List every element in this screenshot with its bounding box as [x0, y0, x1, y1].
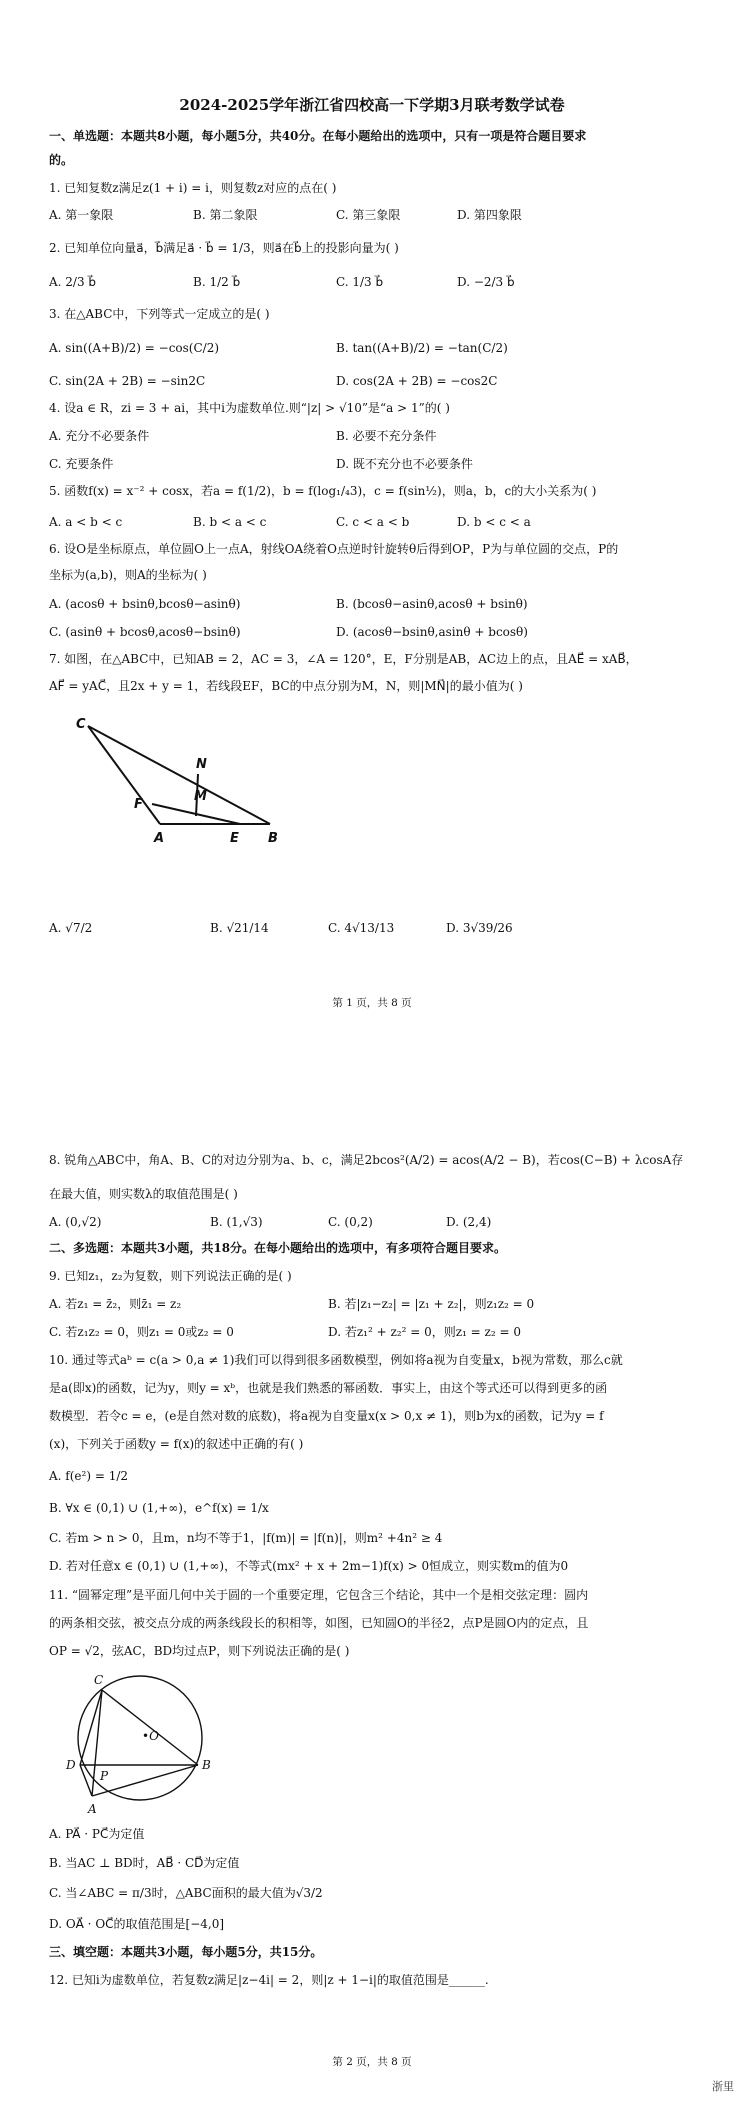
- q5-option-c: C. c < a < b: [336, 515, 410, 529]
- q5-option-a: A. a < b < c: [49, 515, 123, 529]
- q11-circle-figure: [60, 1668, 220, 1818]
- q11-label-a: A: [88, 1802, 97, 1816]
- q10-option-b: B. ∀x ∈ (0,1) ∪ (1,+∞)，e^f(x) = 1/x: [49, 1501, 269, 1515]
- page-footer-2: 第 2 页，共 8 页: [332, 2056, 412, 2068]
- q5-option-d: D. b < c < a: [457, 515, 531, 529]
- q10-line-4: (x)，下列关于函数y = f(x)的叙述中正确的有( ): [49, 1437, 304, 1451]
- q7-label-b: B: [268, 831, 278, 846]
- q2-option-a: A. 2/3 b⃗: [49, 275, 97, 289]
- q1-option-d: D. 第四象限: [457, 208, 522, 222]
- q7-label-e: E: [230, 831, 239, 846]
- q7-label-m: M: [194, 789, 207, 804]
- q3-stem: 3. 在△ABC中，下列等式一定成立的是( ): [49, 307, 270, 321]
- q11-line-1: 11. “圆幂定理”是平面几何中关于圆的一个重要定理，它包含三个结论，其中一个是相交弦定理：圆内: [49, 1588, 589, 1602]
- q10-option-c: C. 若m > n > 0，且m，n均不等于1，|f(m)| = |f(n)|，则m² +4n² ≥ 4: [49, 1531, 443, 1545]
- q11-option-a: A. PA⃗ · PC⃗为定值: [49, 1827, 145, 1841]
- q6-option-a: A. (acosθ + bsinθ,bcosθ−asinθ): [49, 597, 241, 611]
- q6-stem: 6. 设O是坐标原点，单位圆O上一点A，射线OA绕着O点逆时针旋转θ后得到OP，P为与单位圆的交点，P的: [49, 542, 619, 556]
- q3-option-a: A. sin((A+B)/2) = −cos(C/2): [49, 341, 220, 355]
- page-footer-1: 第 1 页，共 8 页: [332, 997, 412, 1009]
- q11-label-p: P: [100, 1769, 109, 1783]
- q11-line-3: OP = √2，弦AC，BD均过点P，则下列说法正确的是( ): [49, 1644, 350, 1658]
- q9-stem: 9. 已知z₁，z₂为复数，则下列说法正确的是( ): [49, 1269, 292, 1283]
- q9-option-d: D. 若z₁² + z₂² = 0，则z₁ = z₂ = 0: [328, 1325, 521, 1339]
- q4-option-d: D. 既不充分也不必要条件: [336, 457, 473, 471]
- q4-option-a: A. 充分不必要条件: [49, 429, 150, 443]
- q8-option-c: C. (0,2): [328, 1215, 373, 1229]
- q10-option-a: A. f(e²) = 1/2: [49, 1469, 129, 1483]
- q8-stem: 8. 锐角△ABC中，角A、B、C的对边分别为a、b、c，满足2bcos²(A/2) = acos(A/2 − B)，若cos(C−B) + λcosA存: [49, 1153, 684, 1167]
- q7-triangle-figure: [70, 706, 290, 846]
- q7-label-f: F: [134, 797, 143, 812]
- q7-option-a: A. √7/2: [49, 921, 93, 935]
- watermark-text: 浙里: [712, 2080, 734, 2093]
- exam-title: 2024-2025学年浙江省四校高一下学期3月联考数学试卷: [179, 96, 565, 114]
- q5-stem: 5. 函数f(x) = x⁻² + cosx，若a = f(1/2)，b = f(log₁/₄3)，c = f(sin½)，则a，b，c的大小关系为( ): [49, 484, 597, 498]
- q4-option-b: B. 必要不充分条件: [336, 429, 437, 443]
- q12-stem: 12. 已知i为虚数单位，若复数z满足|z−4i| = 2，则|z + 1−i|的取值范围是______.: [49, 1973, 489, 1987]
- q4-stem: 4. 设a ∈ R，zi = 3 + ai，其中i为虚数单位.则“|z| > √10”是“a > 1”的( ): [49, 401, 450, 415]
- section2-header: 二、多选题：本题共3小题，共18分。在每小题给出的选项中，有多项符合题目要求。: [49, 1241, 507, 1255]
- q6-option-d: D. (acosθ−bsinθ,asinθ + bcosθ): [336, 625, 528, 639]
- q7-side-ca: [88, 726, 160, 824]
- q11-label-c: C: [94, 1673, 104, 1687]
- q6-option-c: C. (asinθ + bcosθ,acosθ−bsinθ): [49, 625, 241, 639]
- q1-option-c: C. 第三象限: [336, 208, 401, 222]
- q7-stem-cont: AF⃗ = yAC⃗，且2x + y = 1，若线段EF，BC的中点分别为M，N，则|MN⃗|的最小值为( ): [49, 679, 523, 693]
- q8-option-d: D. (2,4): [446, 1215, 492, 1229]
- q11-option-d: D. OA⃗ · OC⃗的取值范围是[−4,0]: [49, 1917, 225, 1931]
- q7-option-b: B. √21/14: [210, 921, 269, 935]
- section3-header: 三、填空题：本题共3小题，每小题5分，共15分。: [49, 1945, 323, 1959]
- q2-option-b: B. 1/2 b⃗: [193, 275, 241, 289]
- q10-line-3: 数模型．若令c = e，(e是自然对数的底数)，将a视为自变量x(x > 0,x ≠ 1)，则b为x的函数，记为y = f: [49, 1409, 604, 1423]
- q3-option-b: B. tan((A+B)/2) = −tan(C/2): [336, 341, 508, 355]
- q8-option-b: B. (1,√3): [210, 1215, 263, 1229]
- q2-option-c: C. 1/3 b⃗: [336, 275, 384, 289]
- section1-header: 一、单选题：本题共8小题，每小题5分，共40分。在每小题给出的选项中，只有一项是符合题目要求: [49, 129, 587, 143]
- q5-option-b: B. b < a < c: [193, 515, 267, 529]
- q11-line-2: 的两条相交弦，被交点分成的两条线段长的积相等，如图，已知圆O的半径2，点P是圆O内的定点，且: [49, 1616, 589, 1630]
- q11-segment-cb: [102, 1690, 198, 1765]
- q1-option-a: A. 第一象限: [49, 208, 114, 222]
- q2-option-d: D. −2/3 b⃗: [457, 275, 515, 289]
- q9-option-b: B. 若|z₁−z₂| = |z₁ + z₂|，则z₁z₂ = 0: [328, 1297, 535, 1311]
- q10-line-2: 是a(即x)的函数，记为y，则y = xᵇ，也就是我们熟悉的幂函数．事实上，由这个等式还可以得到更多的函: [49, 1381, 608, 1395]
- q9-option-c: C. 若z₁z₂ = 0，则z₁ = 0或z₂ = 0: [49, 1325, 234, 1339]
- q10-line-1: 10. 通过等式aᵇ = c(a > 0,a ≠ 1)我们可以得到很多函数模型，例如将a视为自变量x，b视为常数，那么c就: [49, 1353, 623, 1367]
- section1-header-cont: 的。: [49, 153, 74, 167]
- q9-option-a: A. 若z₁ = z̄₂，则z̄₁ = z₂: [49, 1297, 182, 1311]
- q10-option-d: D. 若对任意x ∈ (0,1) ∪ (1,+∞)，不等式(mx² + x + 2m−1)f(x) > 0恒成立，则实数m的值为0: [49, 1559, 569, 1573]
- q8-stem-cont: 在最大值，则实数λ的取值范围是( ): [49, 1187, 238, 1201]
- q1-option-b: B. 第二象限: [193, 208, 258, 222]
- q7-label-n: N: [196, 757, 207, 772]
- q11-label-b: B: [202, 1758, 211, 1772]
- q11-label-o: •O: [142, 1729, 159, 1743]
- q8-option-a: A. (0,√2): [49, 1215, 102, 1229]
- q6-stem-cont: 坐标为(a,b)，则A的坐标为( ): [49, 568, 207, 582]
- q1-stem: 1. 已知复数z满足z(1 + i) = i，则复数z对应的点在( ): [49, 181, 337, 195]
- q7-stem: 7. 如图，在△ABC中，已知AB = 2，AC = 3，∠A = 120°，E，F分别是AB，AC边上的点，且AE⃗ = xAB⃗，: [49, 652, 638, 666]
- q11-option-c: C. 当∠ABC = π/3时，△ABC面积的最大值为√3/2: [49, 1886, 323, 1900]
- q4-option-c: C. 充要条件: [49, 457, 114, 471]
- q2-stem: 2. 已知单位向量a⃗，b⃗满足a⃗ · b⃗ = 1/3，则a⃗在b⃗上的投影向量为( ): [49, 241, 399, 255]
- q7-label-c: C: [76, 717, 86, 732]
- q3-option-d: D. cos(2A + 2B) = −cos2C: [336, 374, 498, 388]
- q11-option-b: B. 当AC ⊥ BD时，AB⃗ · CD⃗为定值: [49, 1856, 240, 1870]
- q3-option-c: C. sin(2A + 2B) = −sin2C: [49, 374, 206, 388]
- q7-option-c: C. 4√13/13: [328, 921, 395, 935]
- q6-option-b: B. (bcosθ−asinθ,acosθ + bsinθ): [336, 597, 528, 611]
- q11-label-d: D: [66, 1758, 76, 1772]
- q7-label-a: A: [154, 831, 165, 846]
- q7-option-d: D. 3√39/26: [446, 921, 513, 935]
